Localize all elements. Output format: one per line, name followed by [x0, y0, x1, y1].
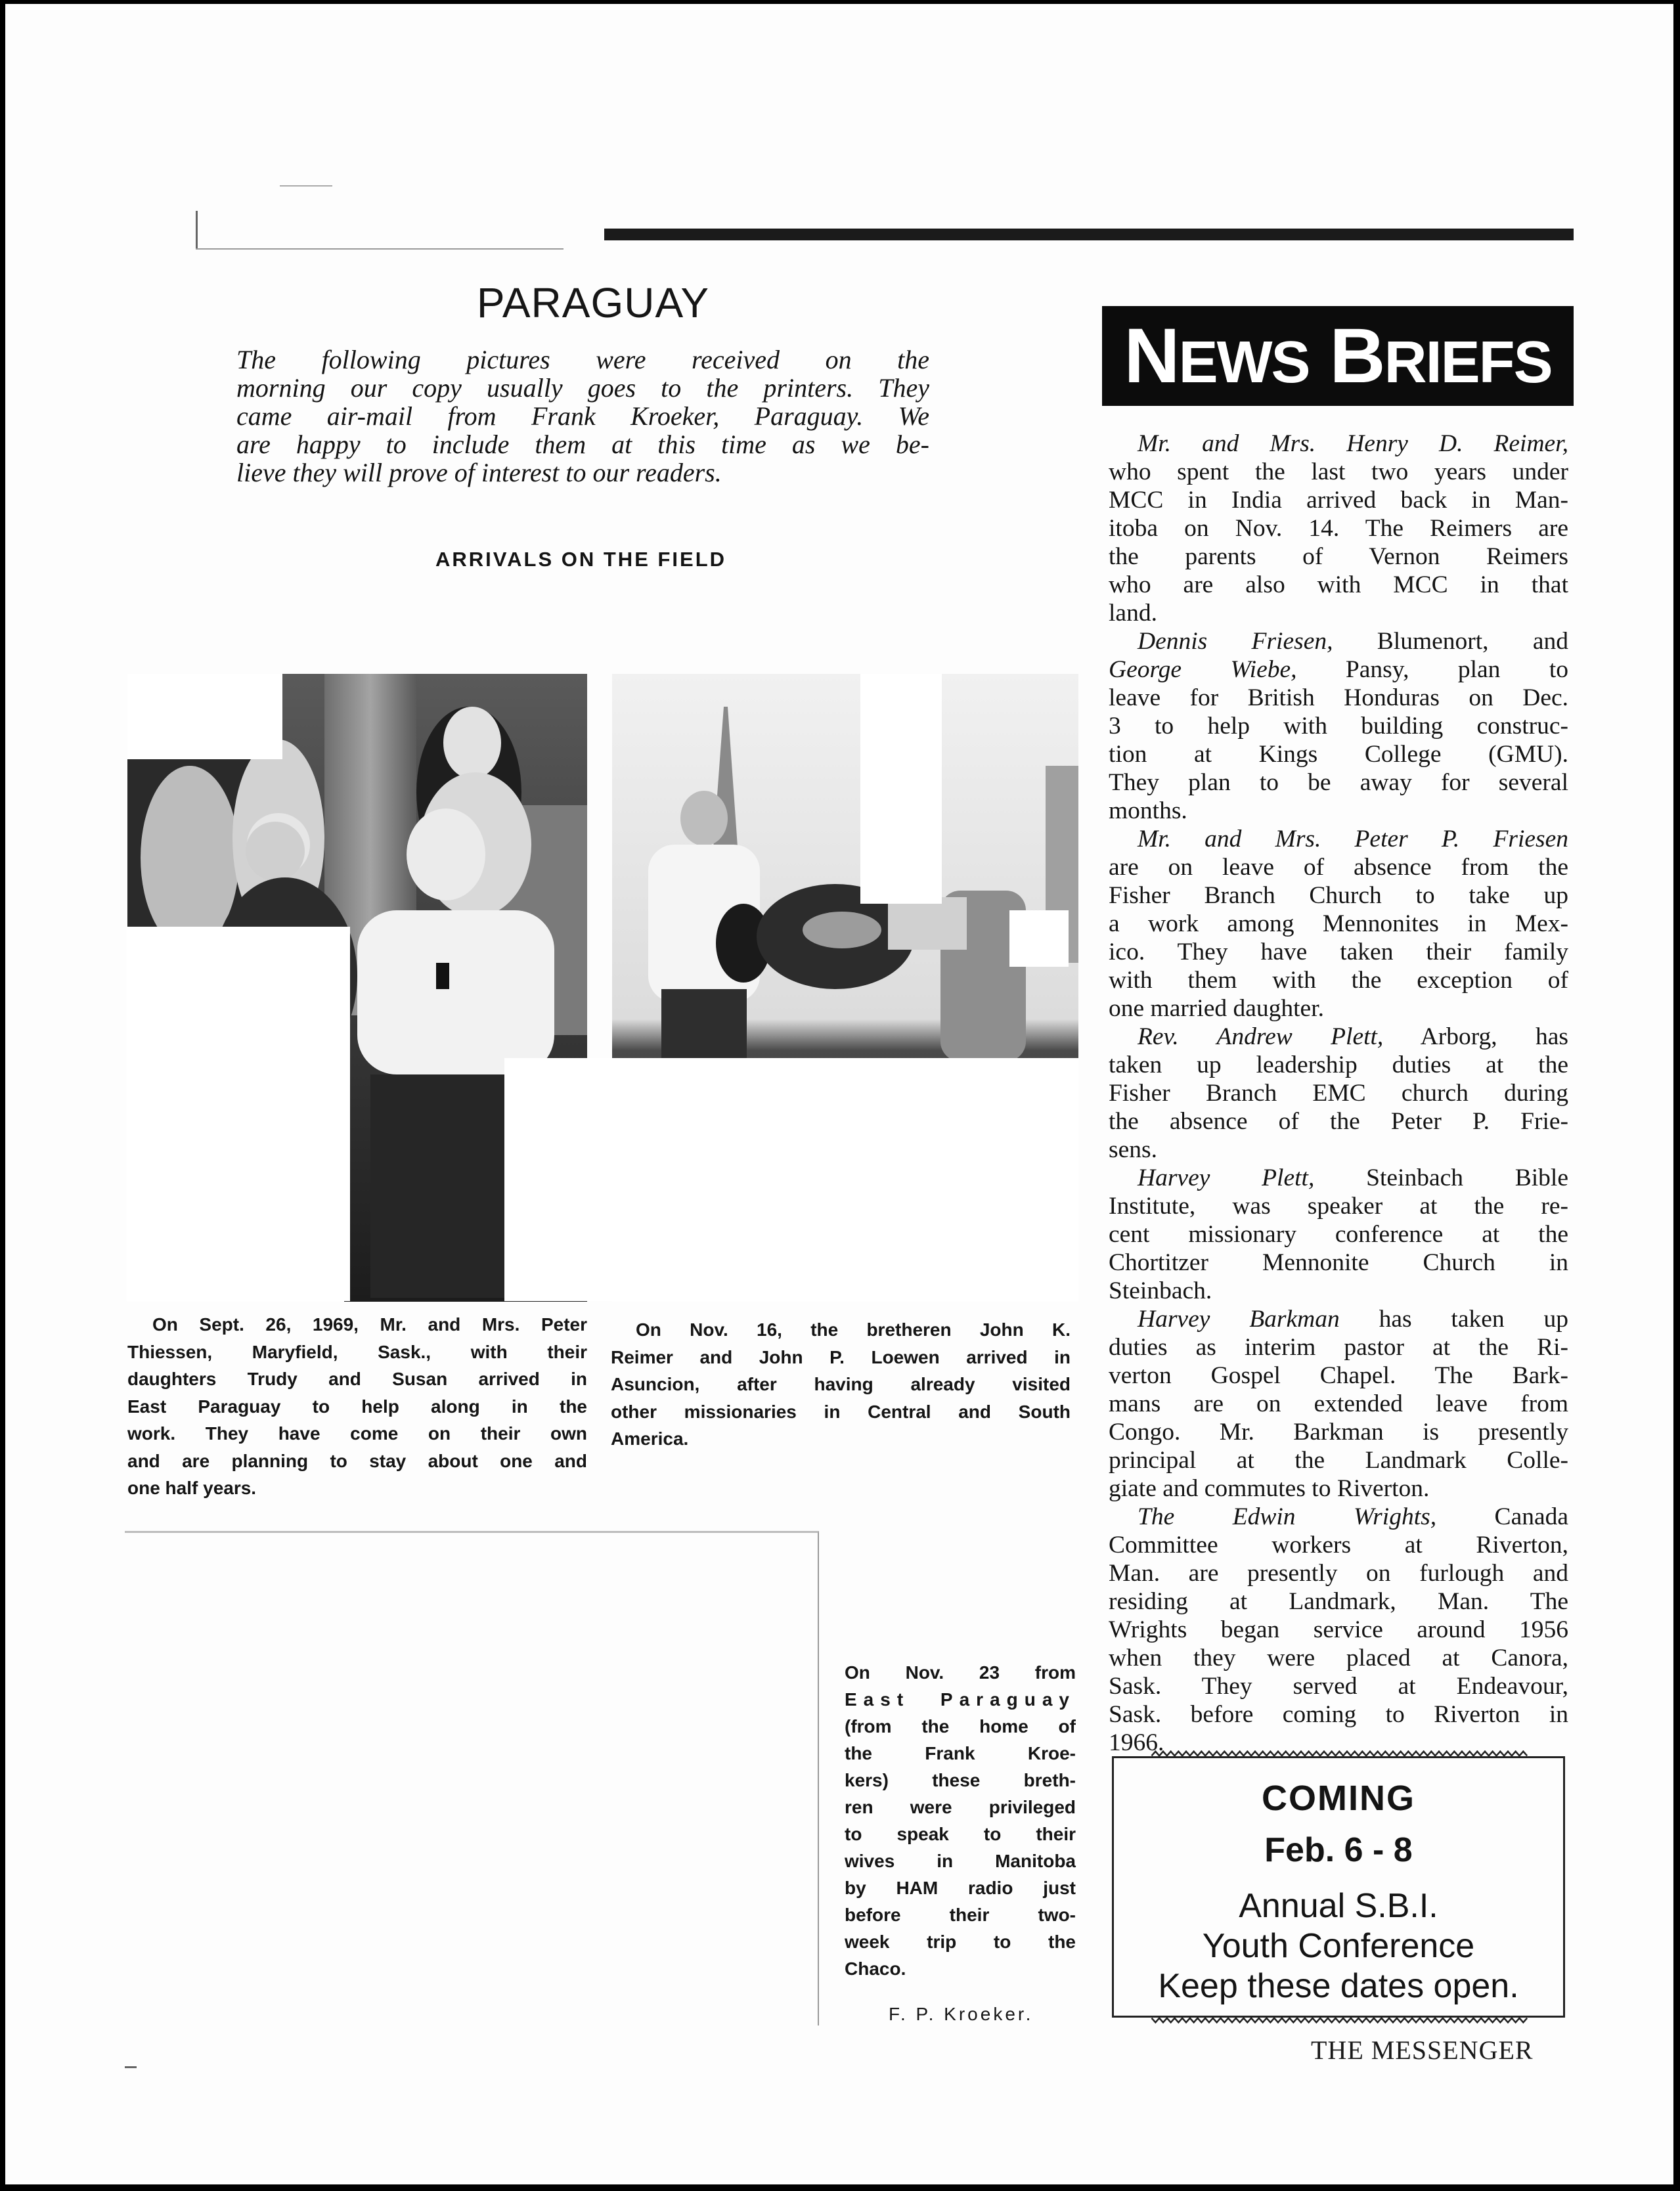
brief-lead: The Edwin Wrights,	[1138, 1503, 1437, 1530]
caption-line: Chaco.	[845, 1959, 906, 1979]
brief-line: land.	[1109, 600, 1157, 627]
intro-line: morning our copy usually goes to the printers. They	[236, 373, 929, 403]
caption-line: one half years.	[127, 1478, 257, 1498]
photo-credit: F. P. Kroeker.	[889, 2004, 1034, 2024]
brief-line: a work among Mennonites in Mex-	[1109, 910, 1568, 937]
intro-paragraph	[236, 345, 929, 487]
brief-line: sens.	[1109, 1136, 1157, 1163]
brief-lead-line	[1109, 825, 1568, 853]
brief-lead: Harvey Barkman	[1138, 1306, 1340, 1333]
publication-footer: THE MESSENGER	[1311, 2035, 1534, 2065]
brief-lead-line	[1109, 430, 1568, 458]
brief-line: are on leave of absence from the	[1109, 854, 1568, 881]
subheading: ARRIVALS ON THE FIELD	[435, 548, 727, 571]
caption-line: and are planning to stay about one and	[127, 1450, 587, 1471]
brief-line: Fisher Branch Church to take up	[1109, 882, 1568, 909]
brief-line: Committee workers at Riverton,	[1109, 1532, 1568, 1559]
brief-line: leave for British Honduras on Dec.	[1109, 684, 1568, 711]
caption-line: by HAM radio just	[845, 1878, 1076, 1898]
coming-line: Annual S.B.I.	[1239, 1887, 1438, 1925]
caption-line: daughters Trudy and Susan arrived in	[127, 1369, 587, 1389]
brief-line: the parents of Vernon Reimers	[1109, 543, 1568, 570]
caption-line: to speak to their	[845, 1824, 1076, 1844]
brief-line: Wrights began service around 1956	[1109, 1616, 1568, 1643]
redaction-box	[860, 674, 942, 904]
coming-line: Youth Conference	[1202, 1927, 1475, 1965]
brief-line: the absence of the Peter P. Frie-	[1109, 1108, 1568, 1135]
news-briefs-column	[1109, 430, 1568, 1757]
brief-line	[1109, 655, 1568, 684]
brief-lead: Rev. Andrew Plett,	[1138, 1023, 1384, 1050]
caption-photo3	[845, 1659, 1076, 1982]
intro-line: lieve they will prove of interest to our readers.	[236, 458, 722, 487]
brief-line: who are also with MCC in that	[1109, 571, 1568, 598]
caption-line: Asuncion, after having already visited	[611, 1374, 1071, 1394]
brief-lead: Mr. and Mrs. Henry D. Reimer,	[1138, 430, 1568, 457]
crop-mark	[196, 211, 198, 249]
brief-line: who spent the last two years under	[1109, 458, 1568, 485]
brief-line: one married daughter.	[1109, 995, 1324, 1022]
caption-line: Reimer and John P. Loewen arrived in	[611, 1346, 1071, 1367]
caption-line: Thiessen, Maryfield, Sask., with their	[127, 1341, 587, 1362]
brief-line: Congo. Mr. Barkman is presently	[1109, 1419, 1568, 1446]
redaction-box	[1009, 910, 1069, 967]
brief-line: when they were placed at Canora,	[1109, 1645, 1568, 1671]
crop-mark	[125, 2066, 137, 2068]
brief-lead-rest: Pansy, plan to	[1296, 656, 1569, 683]
coming-details	[1114, 1886, 1563, 2006]
brief-line: residing at Landmark, Man. The	[1109, 1588, 1568, 1615]
caption-photo2	[611, 1316, 1071, 1453]
redaction-box	[127, 927, 350, 1301]
brief-line: 1966.	[1109, 1729, 1164, 1756]
caption-line: ren were privileged	[845, 1797, 1076, 1817]
caption-photo1	[127, 1311, 587, 1502]
brief-lead: Dennis Friesen,	[1138, 628, 1333, 655]
brief-line: ico. They have taken their family	[1109, 939, 1568, 965]
top-left-rule	[280, 185, 332, 187]
brief-line: Sask. before coming to Riverton in	[1109, 1701, 1568, 1728]
caption-line: (from the home of	[845, 1716, 1076, 1737]
caption-line: On Nov. 16, the bretheren John K.	[636, 1319, 1071, 1340]
brief-line: Fisher Branch EMC church during	[1109, 1080, 1568, 1107]
coming-line: Keep these dates open.	[1158, 1967, 1519, 2005]
coming-dates: Feb. 6 - 8	[1264, 1831, 1413, 1869]
coming-announcement-box	[1112, 1756, 1565, 2018]
brief-lead-line	[1109, 1503, 1568, 1531]
brief-line: Sask. They served at Endeavour,	[1109, 1673, 1568, 1700]
banner-rest: EWS	[1178, 330, 1310, 395]
brief-lead-line	[1109, 1164, 1568, 1192]
brief-line: Chortitzer Mennonite Church in	[1109, 1249, 1568, 1276]
caption-line: wives in Manitoba	[845, 1851, 1076, 1871]
brief-line: taken up leadership duties at the	[1109, 1051, 1568, 1078]
caption-line: before their two-	[845, 1905, 1076, 1925]
brief-line: with them with the exception of	[1109, 967, 1568, 994]
photo-radio-frame	[125, 1531, 819, 2025]
caption-line: East Paraguay	[845, 1689, 1076, 1710]
brief-lead: Mr. and Mrs. Peter P. Friesen	[1138, 826, 1568, 852]
redaction-box	[127, 674, 282, 759]
caption-line: other missionaries in Central and South	[611, 1401, 1071, 1422]
brief-line: principal at the Landmark Colle-	[1109, 1447, 1568, 1474]
caption-line: week trip to the	[845, 1932, 1076, 1952]
news-briefs-banner	[1102, 306, 1574, 406]
brief-line: mans are on extended leave from	[1109, 1390, 1568, 1417]
brief-lead-rest: has taken up	[1339, 1306, 1568, 1333]
caption-line: work. They have come on their own	[127, 1423, 587, 1444]
brief-lead-line	[1109, 1305, 1568, 1333]
brief-line: months.	[1109, 797, 1187, 824]
intro-line: The following pictures were received on the	[236, 345, 929, 374]
brief-line: duties as interim pastor at the Ri-	[1109, 1334, 1568, 1361]
header-left-rule	[196, 248, 564, 250]
brief-line: They plan to be away for several	[1109, 769, 1568, 796]
header-thick-rule	[604, 229, 1574, 240]
coming-heading: COMING	[1262, 1779, 1415, 1818]
caption-line: On Nov. 23 from	[845, 1662, 1076, 1683]
brief-lead: George Wiebe,	[1109, 656, 1297, 683]
brief-lead: Harvey Plett,	[1138, 1164, 1315, 1191]
zigzag-border	[1114, 2017, 1567, 2024]
brief-line: itoba on Nov. 14. The Reimers are	[1109, 515, 1568, 542]
section-title: PARAGUAY	[476, 279, 710, 326]
banner-initial: N	[1124, 313, 1179, 399]
caption-line: America.	[611, 1428, 689, 1449]
page	[5, 4, 1673, 2184]
brief-line: cent missionary conference at the	[1109, 1221, 1568, 1248]
banner-initial: B	[1329, 313, 1384, 399]
brief-line: verton Gospel Chapel. The Bark-	[1109, 1362, 1568, 1389]
brief-lead-line	[1109, 1023, 1568, 1051]
intro-line: came air-mail from Frank Kroeker, Paraguay. We	[236, 401, 929, 431]
brief-lead-rest: Blumenort, and	[1333, 628, 1568, 655]
brief-lead-rest: Arborg, has	[1383, 1023, 1568, 1050]
caption-line: kers) these breth-	[845, 1770, 1076, 1790]
brief-line: Steinbach.	[1109, 1277, 1212, 1304]
redaction-box	[504, 1058, 1069, 1301]
brief-line: 3 to help with building construc-	[1109, 713, 1568, 740]
caption-line: On Sept. 26, 1969, Mr. and Mrs. Peter	[152, 1314, 587, 1335]
zigzag-border	[1114, 1750, 1567, 1757]
brief-lead-line	[1109, 627, 1568, 655]
intro-line: are happy to include them at this time as we be-	[236, 430, 929, 459]
caption-line: East Paraguay to help along in the	[127, 1396, 587, 1417]
caption-line: the Frank Kroe-	[845, 1743, 1076, 1763]
brief-lead-rest: Canada	[1436, 1503, 1569, 1530]
brief-line: MCC in India arrived back in Man-	[1109, 487, 1568, 514]
brief-lead-rest: Steinbach Bible	[1314, 1164, 1569, 1191]
brief-line: giate and commutes to Riverton.	[1109, 1475, 1430, 1502]
brief-line: tion at Kings College (GMU).	[1109, 741, 1568, 768]
banner-rest: RIEFS	[1384, 330, 1552, 395]
brief-line: Institute, was speaker at the re-	[1109, 1193, 1568, 1220]
brief-line: Man. are presently on furlough and	[1109, 1560, 1568, 1587]
